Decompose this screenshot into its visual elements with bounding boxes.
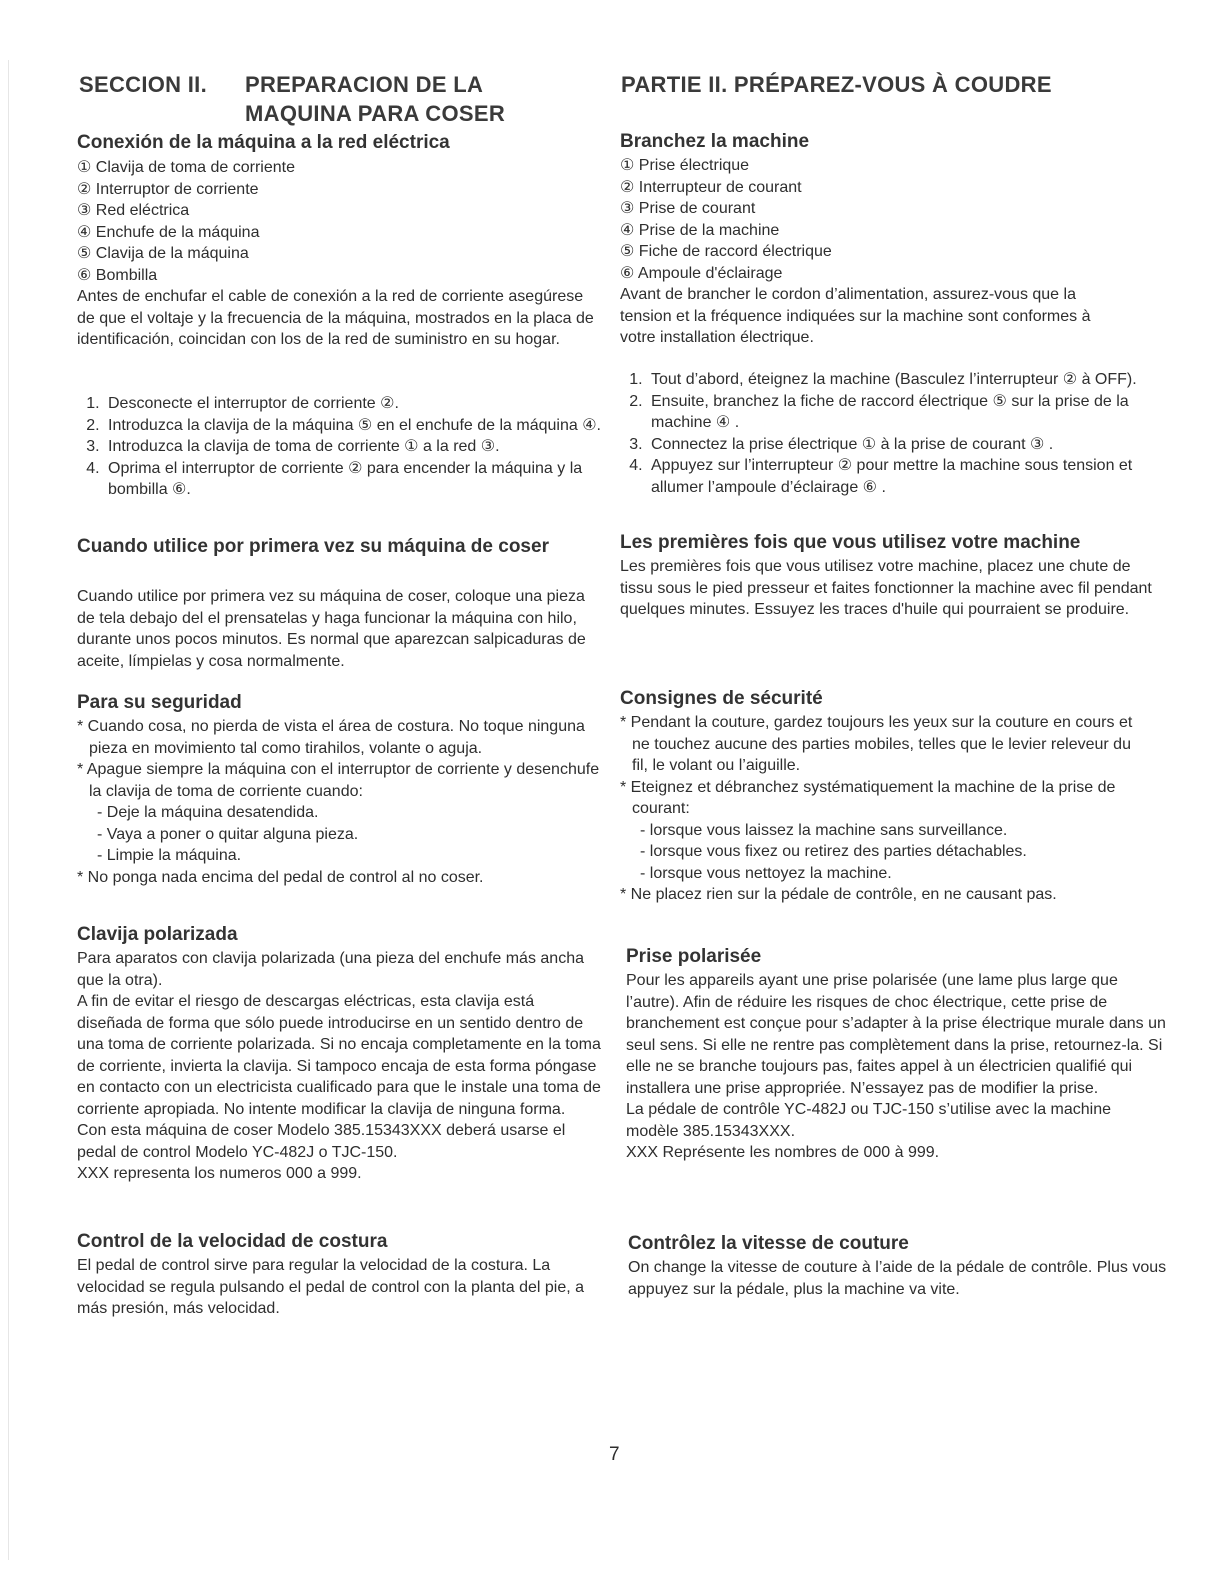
es-safety-heading: Para su seguridad	[77, 692, 242, 713]
es-speed-heading: Control de la velocidad de costura	[77, 1231, 388, 1252]
es-safety-list	[77, 716, 602, 888]
fr-part: ④ Prise de la machine	[620, 221, 780, 239]
es-parts-list	[77, 157, 602, 351]
fr-part: ⑤ Fiche de raccord électrique	[620, 243, 832, 260]
es-safety-bullet: * Cuando cosa, no pierda de vista el área de costura. No toque ninguna pieza en movimiento tal como tirahilos, volante o aguja.	[77, 718, 585, 757]
es-polarized-heading: Clavija polarizada	[77, 924, 238, 945]
fr-steps	[620, 369, 1187, 498]
fr-first-use-para: Les premières fois que vous utilisez votre machine, placez une chute de tissu sous le pied presseur et faites fonctionner la machine avec fil pendant quelques minutes. Essuyez les traces d'huile qui pourraient se produire.	[620, 558, 1152, 618]
fr-polarized-p1: Pour les appareils ayant une prise polarisée (une lame plus large que l’autre). Afin de réduire les risques de choc électrique, cette prise de branchement est conçue pour s’adapter à la prise électrique murale dans un seul sens. Si elle ne rentre pas complètement dans la prise, retournez-la. Si elle ne se branche toujours pas, faites appel à un électricien qualifié qui installera une prise appropriée. N’essayez pas de modifier la prise.	[626, 972, 1166, 1097]
es-safety-dash: - Vaya a poner o quitar alguna pieza.	[97, 825, 359, 843]
scan-edge-line	[8, 60, 9, 1560]
es-part: ⑥ Bombilla	[77, 266, 158, 284]
es-polarized-body	[77, 948, 602, 1185]
fr-polarized-p3: XXX Représente les nombres de 000 à 999.	[626, 1144, 940, 1161]
fr-safety-dash: - lorsque vous laissez la machine sans surveillance.	[640, 821, 1008, 839]
es-step: 1. Desconecte el interruptor de corriente ②.	[104, 393, 629, 415]
es-part: ④ Enchufe de la máquina	[77, 223, 260, 241]
es-safety-bullet: * No ponga nada encima del pedal de control al no coser.	[77, 868, 484, 886]
es-polarized-p3: Con esta máquina de coser Modelo 385.15343XXX deberá usarse el pedal de control Modelo YC-482J o TJC-150.	[77, 1122, 566, 1161]
es-first-use-heading: Cuando utilice por primera vez su máquina de coser	[77, 536, 549, 557]
es-safety-dash: - Deje la máquina desatendida.	[97, 804, 319, 821]
fr-polarized-heading: Prise polarisée	[626, 946, 762, 967]
fr-part: ⑥ Ampoule d'éclairage	[620, 264, 783, 282]
fr-step: 4. Appuyez sur l’interrupteur ② pour mettre la machine sous tension et allumer l’ampoule d’éclairage ⑥ .	[647, 455, 1187, 498]
fr-speed-heading: Contrôlez la vitesse de couture	[628, 1233, 909, 1254]
fr-safety-bullet: * Pendant la couture, gardez toujours les yeux sur la couture en cours et ne touchez aucune des parties mobiles, telles que le levier releveur du fil, le volant ou l’aiguille.	[620, 714, 1133, 774]
es-step: 2. Introduzca la clavija de la máquina ⑤ en el enchufe de la máquina ④.	[104, 415, 629, 437]
fr-safety-dash: - lorsque vous nettoyez la machine.	[640, 864, 892, 882]
fr-connect-para: Avant de brancher le cordon d’alimentation, assurez-vous que la tension et la fréquence indiquées sur la machine sont conformes à votre installation électrique.	[620, 286, 1091, 346]
es-part: ⑤ Clavija de la máquina	[77, 245, 249, 262]
fr-part: ③ Prise de courant	[620, 200, 756, 217]
fr-polarized-body	[626, 970, 1166, 1164]
es-section-title-line2: MAQUINA PARA COSER	[245, 101, 506, 126]
es-part: ② Interruptor de corriente	[77, 180, 259, 198]
fr-safety-bullet: * Ne placez rien sur la pédale de contrôle, en ne causant pas.	[620, 886, 1057, 903]
es-steps	[77, 393, 629, 501]
es-polarized-p4: XXX representa los numeros 000 a 999.	[77, 1165, 362, 1182]
es-safety-dash: - Limpie la máquina.	[97, 847, 242, 864]
es-section-title-line1: PREPARACION DE LA	[245, 72, 484, 97]
fr-step: 1. Tout d’abord, éteignez la machine (Basculez l’interrupteur ② à OFF).	[647, 369, 1187, 391]
es-first-use-para: Cuando utilice por primera vez su máquina de coser, coloque una pieza de tela debajo del el prensatelas y haga funcionar la máquina con hilo, durante unos pocos minutos. Es normal que aparezcan salpicaduras de aceite, límpielas y cosa normalmente.	[77, 588, 586, 670]
es-step: 3. Introduzca la clavija de toma de corriente ① a la red ③.	[104, 436, 629, 458]
es-polarized-p1: Para aparatos con clavija polarizada (una pieza del enchufe más ancha que la otra).	[77, 950, 584, 989]
es-step: 4. Oprima el interruptor de corriente ② para encender la máquina y la bombilla ⑥.	[104, 458, 629, 501]
es-polarized-p2: A fin de evitar el riesgo de descargas eléctricas, esta clavija está diseñada de forma que sólo puede introducirse en un sentido dentro de una toma de corriente polarizada. Si no encaja completamente en la toma de corriente, invierta la clavija. Si tampoco encaja de esta forma póngase en contacto con un electricista cualificado para que le instale una toma de corriente apropiada. No intente modificar la clavija de ninguna forma.	[77, 993, 601, 1118]
es-part: ③ Red eléctrica	[77, 202, 190, 219]
es-connect-para: Antes de enchufar el cable de conexión a la red de corriente asegúrese de que el voltaje y la frecuencia de la máquina, mostrados en la placa de identificación, coincidan con los de la red de suministro en su hogar.	[77, 288, 594, 348]
page-number: 7	[609, 1444, 620, 1465]
fr-safety-list	[620, 712, 1145, 906]
fr-safety-bullet: * Eteignez et débranchez systématiquement la machine de la prise de courant:	[620, 778, 1116, 817]
fr-step: 2. Ensuite, branchez la fiche de raccord électrique ⑤ sur la prise de la machine ④ .	[647, 391, 1187, 434]
fr-step: 3. Connectez la prise électrique ① à la prise de courant ③ .	[647, 434, 1187, 456]
fr-first-use-heading: Les premières fois que vous utilisez votre machine	[620, 532, 1081, 553]
fr-part: ② Interrupteur de courant	[620, 178, 802, 196]
fr-speed-para: On change la vitesse de couture à l’aide de la pédale de contrôle. Plus vous appuyez sur la pédale, plus la machine va vite.	[628, 1259, 1167, 1298]
fr-polarized-p2: La pédale de contrôle YC-482J ou TJC-150 s’utilise avec la machine modèle 385.15343XXX.	[626, 1101, 1112, 1140]
es-safety-bullet: * Apague siempre la máquina con el interruptor de corriente y desenchufe la clavija de toma de corriente cuando:	[77, 761, 600, 800]
fr-safety-heading: Consignes de sécurité	[620, 688, 823, 709]
es-section-label: SECCION II.	[79, 72, 207, 97]
es-connect-heading: Conexión de la máquina a la red eléctrica	[77, 132, 450, 153]
es-speed-para: El pedal de control sirve para regular la velocidad de la costura. La velocidad se regula pulsando el pedal de control con la planta del pie, a más presión, más velocidad.	[77, 1257, 585, 1317]
fr-section-title: PARTIE II. PRÉPAREZ-VOUS À COUDRE	[621, 72, 1052, 97]
fr-safety-dash: - lorsque vous fixez ou retirez des parties détachables.	[640, 843, 1027, 860]
es-part: ① Clavija de toma de corriente	[77, 159, 295, 176]
fr-parts-list	[620, 155, 1160, 349]
fr-connect-heading: Branchez la machine	[620, 131, 810, 152]
fr-part: ① Prise électrique	[620, 157, 750, 174]
